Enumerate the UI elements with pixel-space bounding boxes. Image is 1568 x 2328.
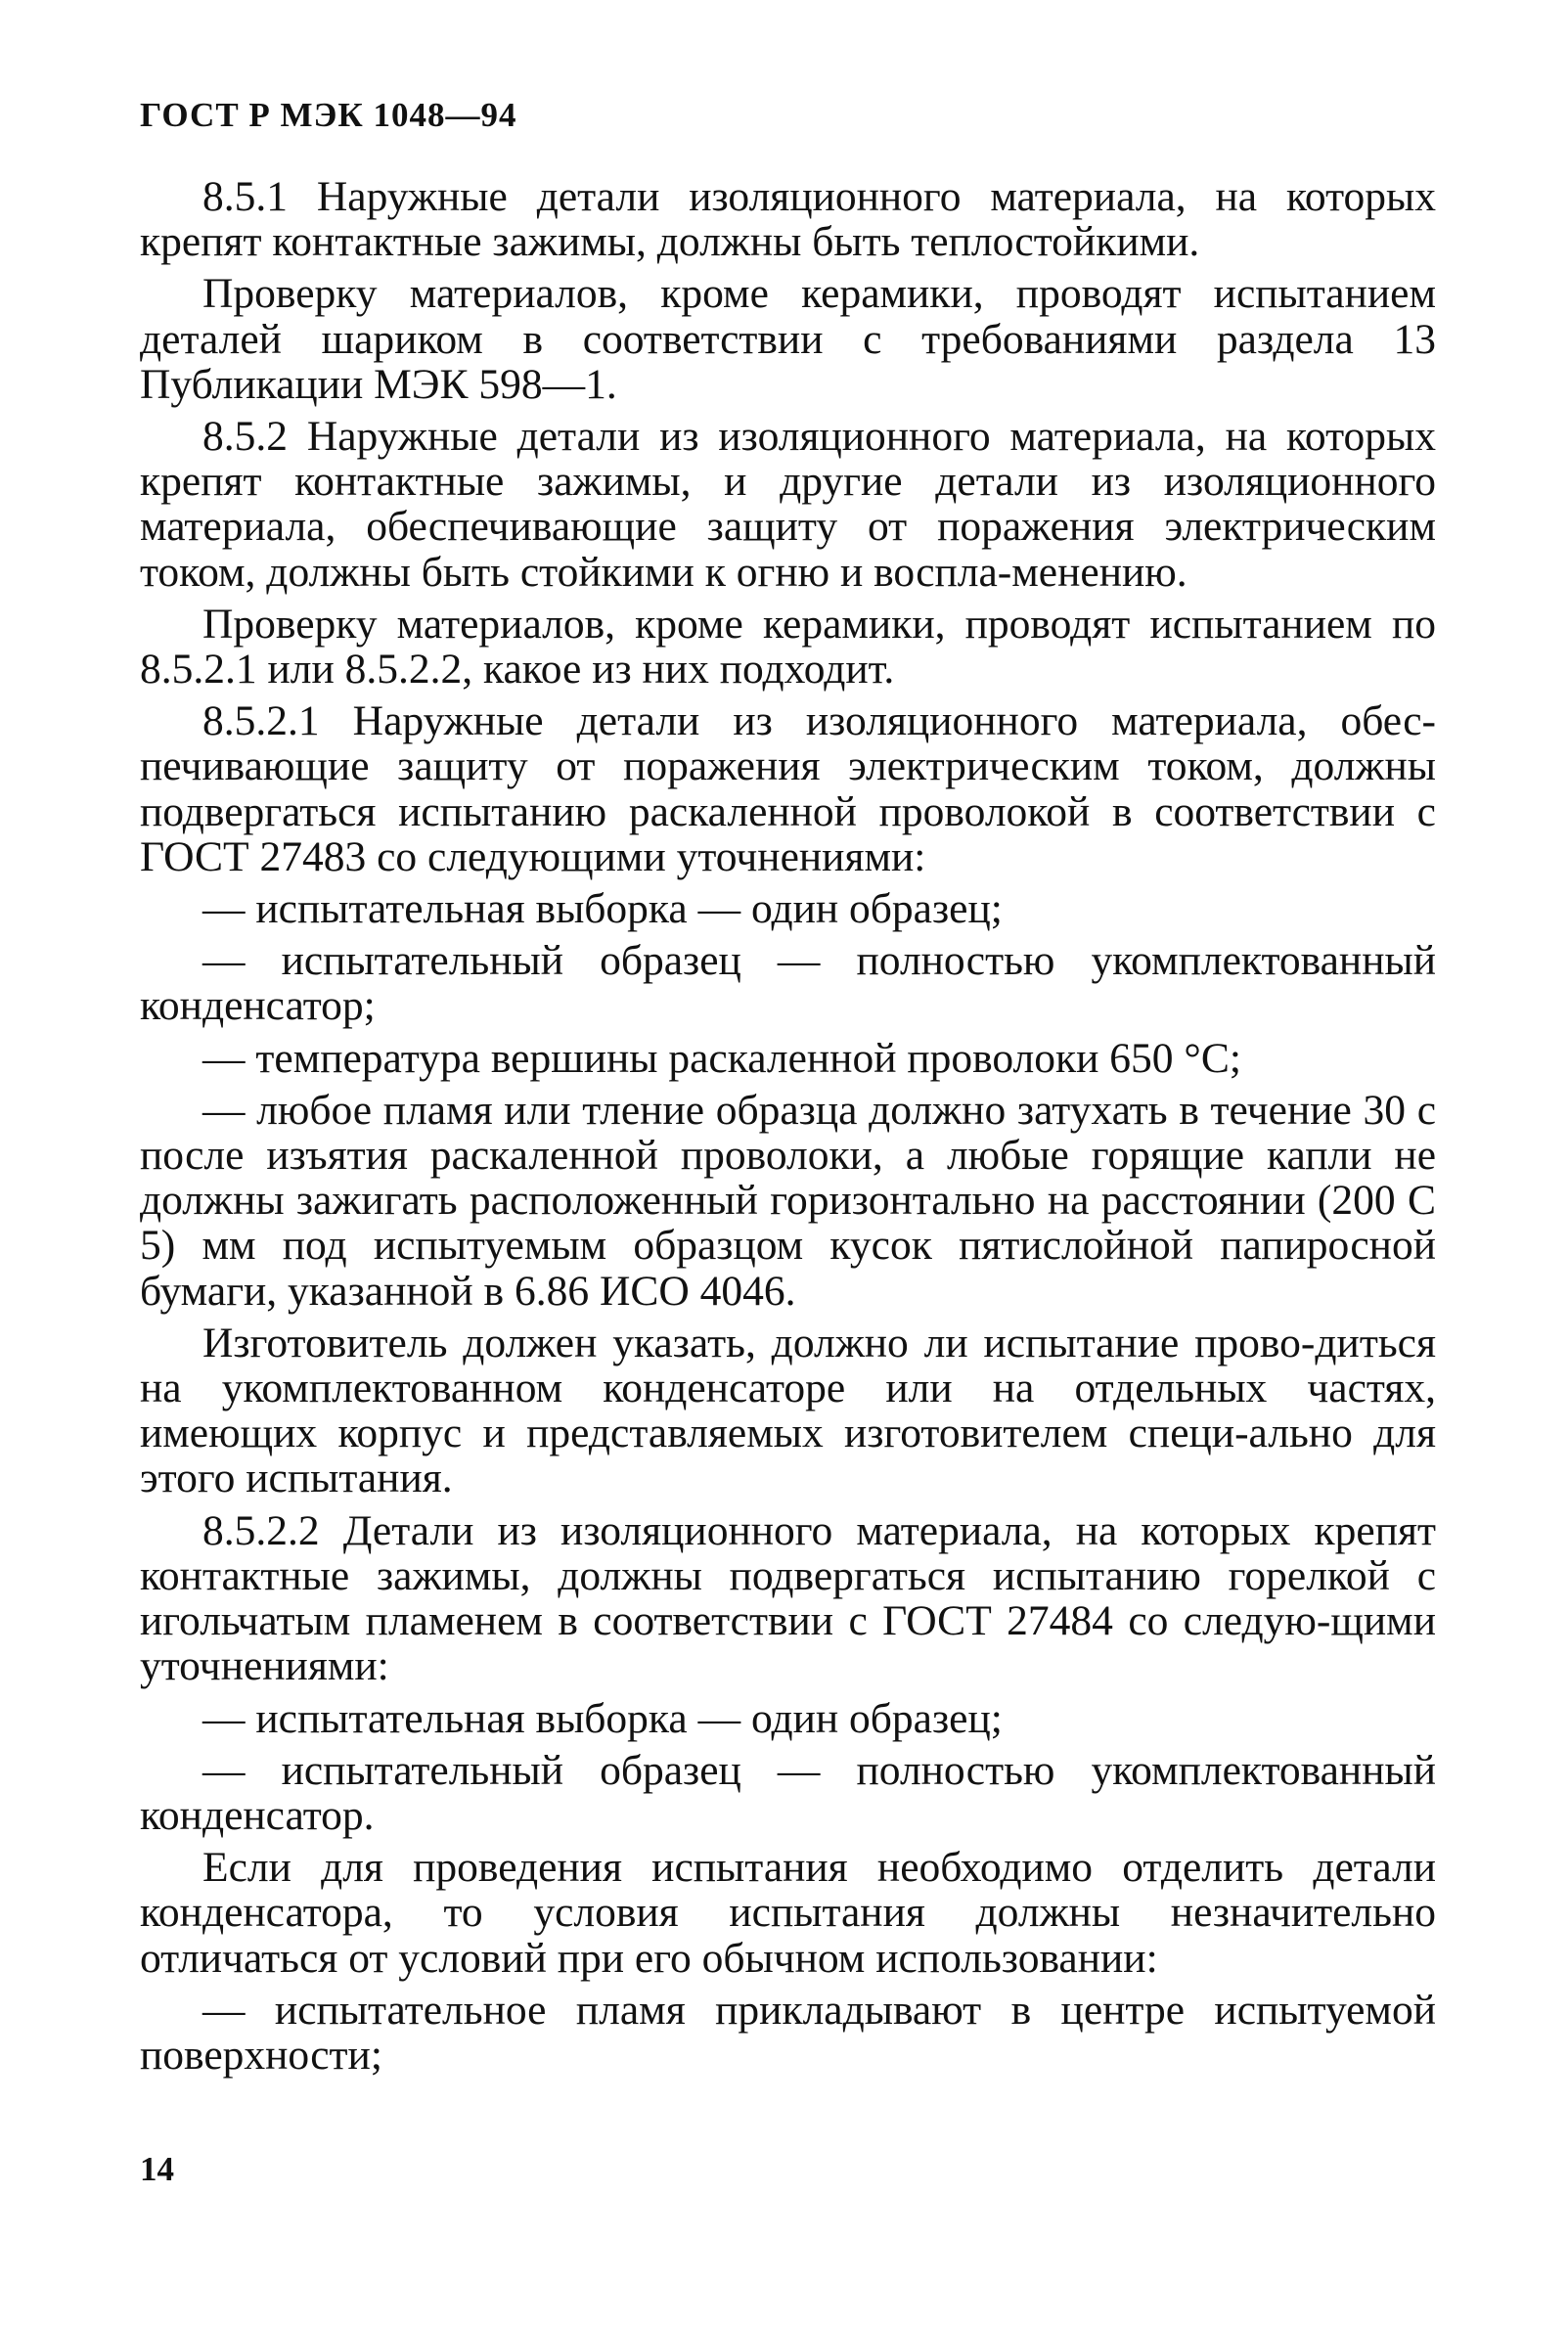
- paragraph-8-5-2-2: 8.5.2.2 Детали из изоляционного материала, на которых крепят контактные зажимы, должны подвергаться испытанию горелкой с игольчатым пламенем в соответствии с ГОСТ 27484 со следую-щими уточнениями:: [140, 1506, 1436, 1690]
- page-number: 14: [140, 2150, 174, 2188]
- list-item: — испытательный образец — полностью укомплектованный конденсатор.: [140, 1746, 1436, 1839]
- paragraph-check-fire: Проверку материалов, кроме керамики, проводят испытанием по 8.5.2.1 или 8.5.2.2, какое из них подходит.: [140, 600, 1436, 694]
- list-item: — температура вершины раскаленной проволоки 650 °С;: [202, 1034, 1241, 1082]
- paragraph-separation: Если для проведения испытания необходимо отделить детали конденсатора, то условия испытания должны незначительно отличаться от условий при его обычном использовании:: [140, 1844, 1436, 1982]
- paragraph-8-5-1: 8.5.1 Наружные детали изоляционного материала, на которых крепят контактные зажимы, должны быть теплостойкими.: [140, 173, 1436, 266]
- paragraph-check-heat: Проверку материалов, кроме керамики, проводят испытанием деталей шариком в соответствии с требованиями раздела 13 Публикации МЭК 598—1.: [140, 270, 1436, 408]
- list-item: — испытательная выборка — один образец;: [202, 885, 1003, 933]
- list-item: — любое пламя или тление образца должно затухать в течение 30 с после изъятия раскаленной проволоки, а любые горящие капли не должны зажигать расположенный горизонтально на расстоянии (200 С 5) мм под испытуемым образцом кусок пятислойной папиросной бумаги, указанной в 6.86 ИСО 4046.: [140, 1086, 1436, 1315]
- list-item: — испытательный образец — полностью укомплектованный конденсатор;: [140, 937, 1436, 1030]
- paragraph-manufacturer: Изготовитель должен указать, должно ли испытание прово-диться на укомплектованном конденсаторе или на отдельных частях, имеющих корпус и представляемых изготовителем специ-ально для этого испытания.: [140, 1319, 1436, 1502]
- paragraph-8-5-2-1: 8.5.2.1 Наружные детали из изоляционного материала, обес-печивающие защиту от поражения электрическим током, должны подвергаться испытанию раскаленной проволокой в соответствии с ГОСТ 27483 со следующими уточнениями:: [140, 697, 1436, 880]
- page-header: ГОСТ Р МЭК 1048—94: [140, 96, 517, 134]
- paragraph-8-5-2: 8.5.2 Наружные детали из изоляционного материала, на которых крепят контактные зажимы, и другие детали из изоляционного материала, обеспечивающие защиту от поражения электрическим током, должны быть стойкими к огню и воспла-менению.: [140, 413, 1436, 596]
- document-body: [140, 174, 1436, 2084]
- list-item: — испытательная выборка — один образец;: [202, 1694, 1003, 1742]
- list-item: — испытательное пламя прикладывают в центре испытуемой поверхности;: [140, 1986, 1436, 2079]
